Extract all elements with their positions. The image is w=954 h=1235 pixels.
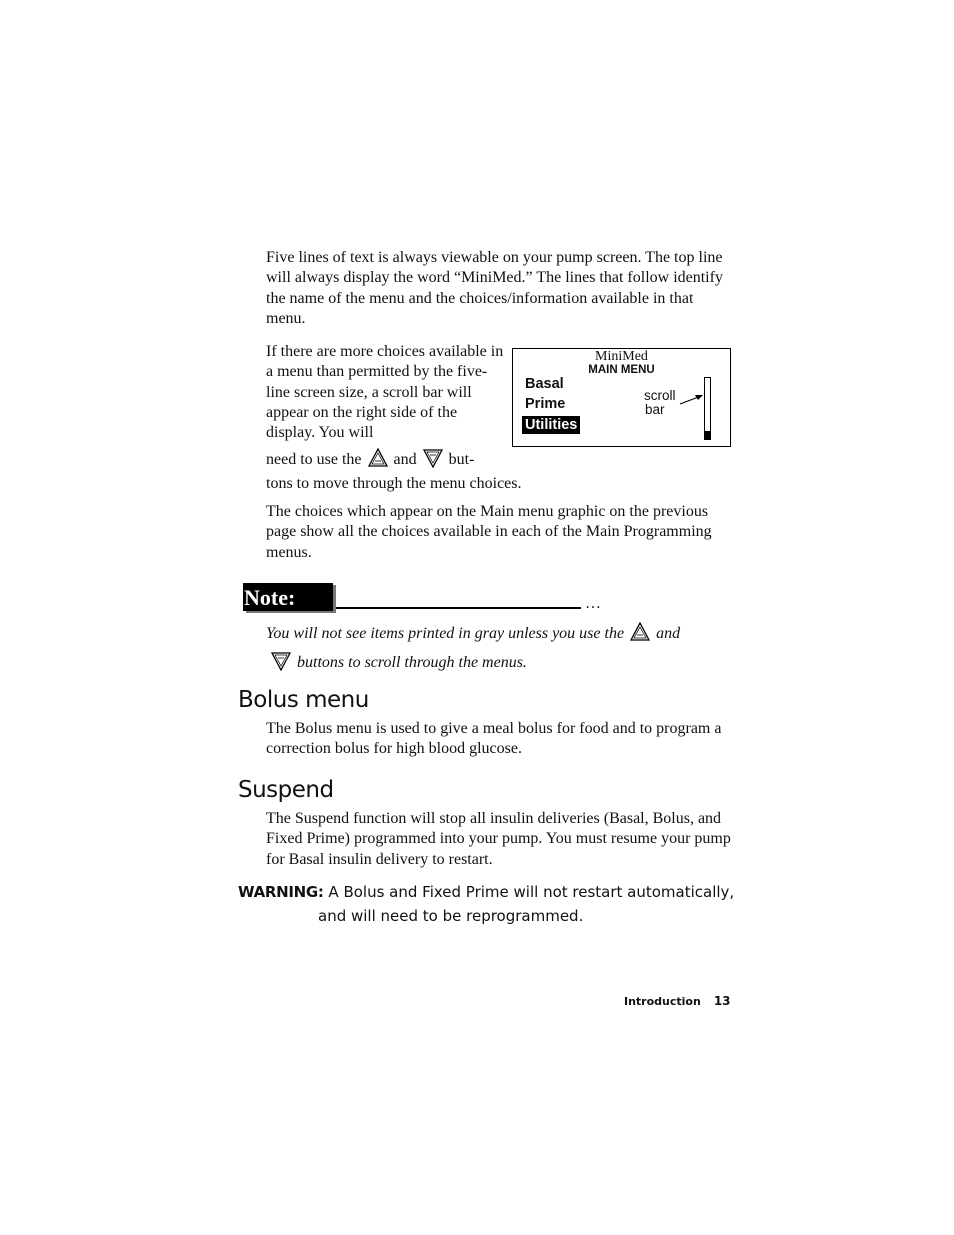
note-body bbox=[266, 621, 746, 679]
up-arrow-button-icon bbox=[368, 448, 388, 474]
display-item-utilities: Utilities bbox=[522, 416, 580, 434]
warning-label: WARNING: bbox=[238, 883, 324, 901]
intro-paragraph-2: If there are more choices available in a menu than permitted by the five-line screen size, a scroll bar will appear on the right side of the display. You will bbox=[266, 343, 504, 442]
need-to-use-text: need to use the bbox=[266, 451, 362, 468]
display-menu-title: MAIN MENU bbox=[588, 364, 655, 376]
page-number: 13 bbox=[713, 994, 731, 1008]
note-and: and bbox=[656, 625, 681, 642]
down-arrow-button-icon bbox=[423, 448, 443, 474]
note-label: Note: bbox=[244, 585, 296, 610]
intro-paragraph-3: The choices which appear on the Main menu graphic on the previous page show all the choices available in each of the Main Programming menus. bbox=[266, 503, 712, 561]
intro-paragraph-1: Five lines of text is always viewable on your pump screen. The top line will always display the word “MiniMed.” The lines that follow identify the name of the menu and the choices/information available in that menu. bbox=[266, 249, 723, 327]
scroll-thumb bbox=[705, 431, 710, 439]
page-footer bbox=[624, 994, 731, 1009]
bolus-body: The Bolus menu is used to give a meal bolus for food and to program a correction bolus for high blood glucose. bbox=[266, 720, 722, 758]
bolus-heading: Bolus menu bbox=[238, 687, 369, 713]
and-text: and bbox=[393, 451, 417, 468]
note-dots: … bbox=[585, 595, 601, 612]
note-label-box bbox=[243, 583, 333, 611]
tons-text: tons to move through the menu choices. bbox=[266, 475, 522, 493]
warning-line-2: and will need to be reprogrammed. bbox=[318, 907, 584, 925]
pump-display bbox=[512, 348, 731, 447]
intro-paragraph-2-continued bbox=[266, 448, 566, 495]
but-text: but- bbox=[448, 451, 475, 468]
display-brand: MiniMed bbox=[595, 349, 648, 364]
footer-section: Introduction bbox=[624, 995, 701, 1008]
note-rule bbox=[336, 607, 581, 609]
scroll-label: scroll bbox=[644, 388, 676, 403]
display-item-prime: Prime bbox=[525, 396, 566, 412]
bar-label: bar bbox=[645, 402, 665, 417]
down-arrow-button-icon bbox=[271, 651, 291, 679]
suspend-body: The Suspend function will stop all insulin deliveries (Basal, Bolus, and Fixed Prime) programmed into your pump. You must resume your pump for Basal insulin delivery to restart. bbox=[266, 810, 731, 868]
scroll-bar bbox=[704, 377, 711, 440]
warning bbox=[238, 880, 738, 928]
up-arrow-button-icon bbox=[630, 622, 650, 650]
note-text-1: You will not see items printed in gray unless you use the bbox=[266, 625, 625, 642]
scroll-arrow-icon bbox=[679, 393, 705, 407]
display-item-basal: Basal bbox=[525, 376, 564, 392]
suspend-heading: Suspend bbox=[238, 777, 334, 803]
warning-line-1: A Bolus and Fixed Prime will not restart automatically, bbox=[328, 883, 735, 901]
note-text-2: buttons to scroll through the menus. bbox=[297, 654, 527, 671]
